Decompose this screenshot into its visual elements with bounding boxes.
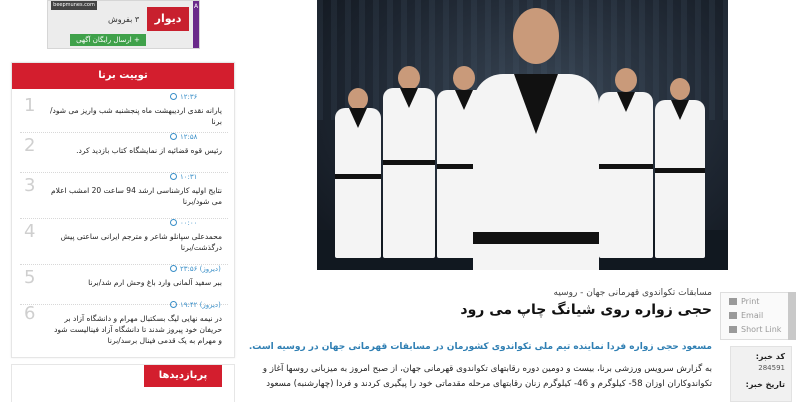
article-title: حجی زواره روی شیانگ چاپ می رود xyxy=(460,302,712,318)
most-visited-box xyxy=(11,364,235,402)
tweet-text[interactable]: در نیمه نهایی لیگ بسکتبال مهرام و دانشگاه آزاد بر حریفان خود پیروز شدند تا دانشگاه آزاد فینالیست شود و مهرام به یک قدمی فینال برسد/برنا xyxy=(54,314,222,345)
tweet-time-text: ۱۲:۳۶ xyxy=(180,93,198,101)
ad-strip-label: A xyxy=(193,3,199,10)
tweet-number: 2 xyxy=(24,135,36,156)
tweet-text[interactable]: رئیس قوه قضائیه از نمایشگاه کتاب بازدید کرد. xyxy=(76,146,222,155)
ad-post-button[interactable]: + ارسال رایگان آگهی xyxy=(70,34,146,46)
tweet-time xyxy=(170,173,197,181)
email-label: Email xyxy=(741,311,764,320)
photo-athlete xyxy=(335,108,381,258)
tweet-number: 6 xyxy=(24,303,36,324)
tweet-text[interactable]: نتایج اولیه کارشناسی ارشد 94 ساعت 20 امشب اعلام می شود/برنا xyxy=(50,186,222,206)
email-button[interactable] xyxy=(729,311,763,320)
most-visited-header: پربازدیدها xyxy=(144,365,222,387)
tweet-time xyxy=(170,219,197,227)
tweet-time-text: ۱۰:۳۱ xyxy=(180,173,198,181)
tweet-time xyxy=(170,93,197,101)
link-icon xyxy=(729,326,737,333)
tweet-time-text: ۲۳:۵۶ (دیروز) xyxy=(180,265,221,273)
clock-icon xyxy=(170,93,177,100)
clock-icon xyxy=(170,173,177,180)
tweets-box xyxy=(11,62,235,358)
photo-main-athlete xyxy=(473,74,599,270)
news-date-label: تاریخ خبر: xyxy=(745,380,785,389)
article-body: به گزارش سرویس ورزشی برنا، بیست و دومین دوره رقابتهای تکواندوی قهرمانی جهان، از صبح امروز به میزبانی روسها آغاز و تکواندوکاران اوزان 58- کیلوگرم و 46- کیلوگرم زنان رقابتهای مرحله مقدماتی خود را پیگیری کردند و فردا (چهارشنبه) مسعود xyxy=(262,364,712,389)
article-tools xyxy=(720,292,792,340)
ad-brand-logo: دیوار xyxy=(147,7,189,31)
email-icon xyxy=(729,312,737,319)
clock-icon xyxy=(170,133,177,140)
news-code-value: 284591 xyxy=(758,364,785,372)
tweet-item[interactable] xyxy=(20,93,228,133)
clock-icon xyxy=(170,265,177,272)
article-kicker: مسابقات تکواندوی قهرمانی جهان - روسیه xyxy=(553,288,712,298)
photo-athlete xyxy=(655,100,705,258)
print-icon xyxy=(729,298,737,305)
ad-strip xyxy=(193,1,199,49)
tweet-text[interactable]: محمدعلی سپانلو شاعر و مترجم ایرانی ساعتی پیش درگذشت/برنا xyxy=(60,232,222,252)
tweet-number: 3 xyxy=(24,175,36,196)
tweet-item[interactable] xyxy=(20,133,228,173)
tweet-item[interactable] xyxy=(20,173,228,219)
print-label: Print xyxy=(741,297,760,306)
article-lead: مسعود حجی زواره فردا نماینده تیم ملی تکواندوی کشورمان در مسابقات قهرمانی جهان در روسیه است. xyxy=(248,342,712,352)
tweets-header: تویيت برنا xyxy=(12,63,234,89)
tweet-time-text: ۰۰:۰۰ xyxy=(180,219,198,227)
photo-athlete xyxy=(383,88,435,258)
tweet-time-text: ۱۲:۵۸ xyxy=(180,133,198,141)
short-link-label: Short Link xyxy=(741,325,782,334)
ad-site-label: beepmunes.com xyxy=(51,1,97,10)
tweet-time-text: ۱۹:۴۲ (دیروز) xyxy=(180,301,221,309)
tools-scrollbar[interactable] xyxy=(788,292,796,340)
clock-icon xyxy=(170,301,177,308)
tweet-number: 1 xyxy=(24,95,36,116)
clock-icon xyxy=(170,219,177,226)
tweet-item[interactable] xyxy=(20,301,228,357)
ad-banner[interactable] xyxy=(47,0,200,49)
article-photo xyxy=(317,0,728,270)
news-code-label: کد خبر: xyxy=(755,352,785,361)
tweet-number: 5 xyxy=(24,267,36,288)
tweet-text[interactable]: ببر سفید آلمانی وارد باغ وحش ارم شد/برنا xyxy=(88,278,222,287)
tweet-item[interactable] xyxy=(20,219,228,265)
tweet-time xyxy=(170,301,221,309)
photo-athlete xyxy=(599,92,653,258)
ad-text: ۳ بفروش xyxy=(108,15,140,24)
tweet-number: 4 xyxy=(24,221,36,242)
tweet-text[interactable]: یارانه نقدی اردیبهشت ماه پنجشنبه شب واریز می شود/برنا xyxy=(49,106,222,126)
article-meta xyxy=(730,346,792,402)
tweet-time xyxy=(170,133,197,141)
tweet-time xyxy=(170,265,221,273)
print-button[interactable] xyxy=(729,297,759,306)
short-link-button[interactable] xyxy=(729,325,781,334)
tweet-item[interactable] xyxy=(20,265,228,305)
